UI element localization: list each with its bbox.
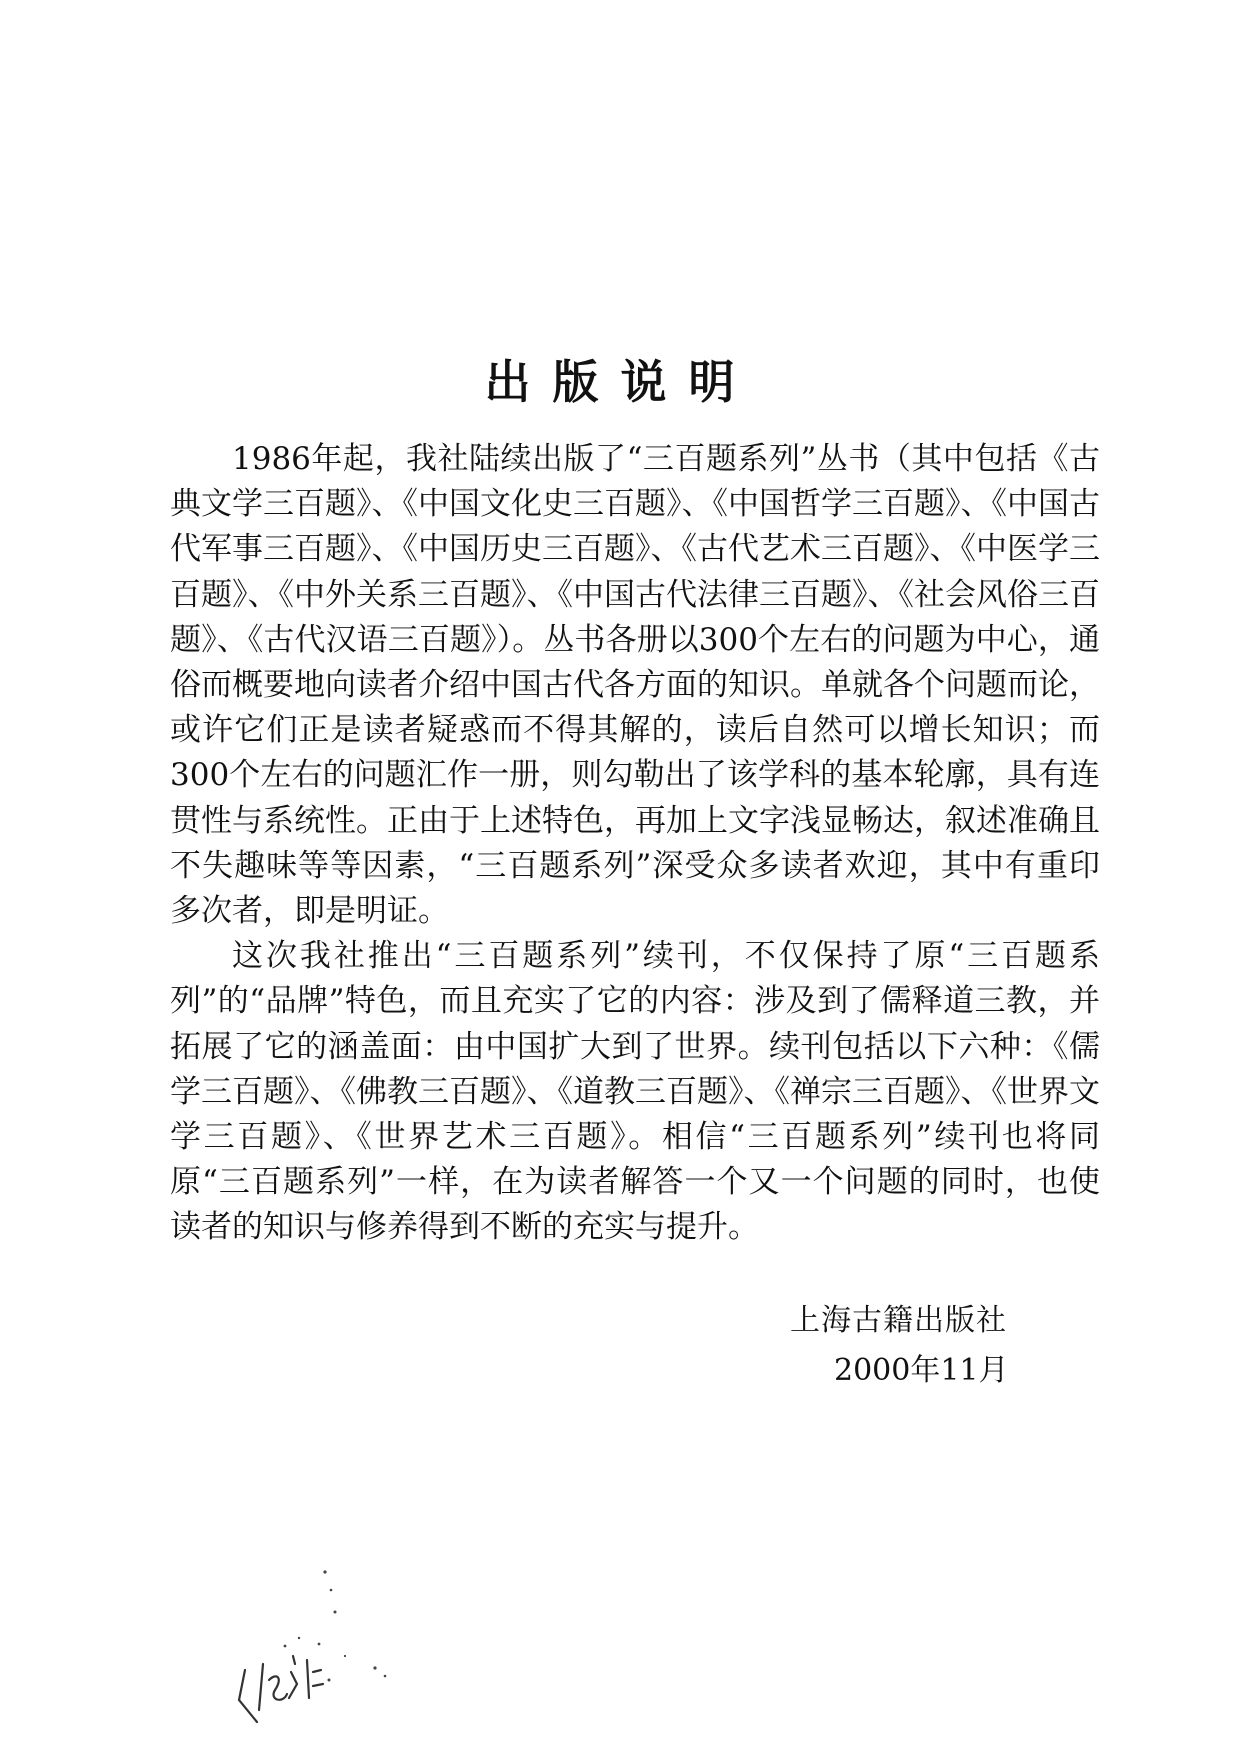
paragraph-2: 这次我社推出“三百题系列”续刊，不仅保持了原“三百题系列”的“品牌”特色，而且充实了它的内容：涉及到了儒释道三教，并拓展了它的涵盖面：由中国扩大到了世界。续刊包括以下六种：《儒学三百题》、《佛教三百题》、《道教三百题》、《禅宗三百题》、《世界文学三百题》、《世界艺术三百题》。相信“三百题系列”续刊也将同原“三百题系列”一样，在为读者解答一个又一个问题的同时，也使读者的知识与修养得到不断的充实与提升。: [170, 938, 1100, 1246]
body-text: [170, 437, 1100, 1251]
publication-date: 2000年11月: [834, 1353, 1009, 1388]
handwritten-mark: [225, 1560, 445, 1730]
publisher-name: 上海古籍出版社: [790, 1303, 1007, 1338]
paragraph-1: 1986年起，我社陆续出版了“三百题系列”丛书（其中包括《古典文学三百题》、《中国文化史三百题》、《中国哲学三百题》、《中国古代军事三百题》、《中国历史三百题》、《古代艺术三百题》、《中医学三百题》、《中外关系三百题》、《中国古代法律三百题》、《社会风俗三百题》、《古代汉语三百题》）。丛书各册以300个左右的问题为中心，通俗而概要地向读者介绍中国古代各方面的知识。单就各个问题而论，或许它们正是读者疑惑而不得其解的，读后自然可以增长知识；而300个左右的问题汇作一册，则勾勒出了该学科的基本轮廓，具有连贯性与系统性。正由于上述特色，再加上文字浅显畅达，叙述准确且不失趣味等等因素，“三百题系列”深受众多读者欢迎，其中有重印多次者，即是明证。: [170, 441, 1100, 930]
signature-block: [790, 1296, 1080, 1396]
page-title: 出版说明: [484, 355, 757, 409]
